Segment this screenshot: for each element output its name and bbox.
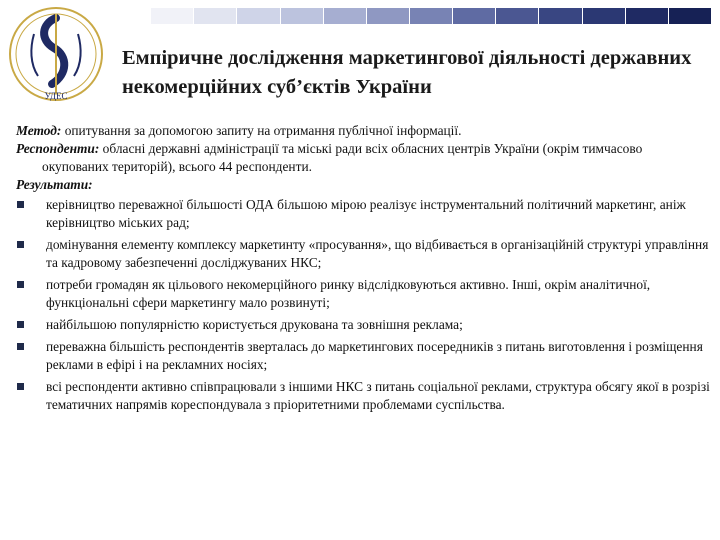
- list-item: [16, 276, 710, 312]
- results-label: Результати:: [16, 177, 93, 192]
- band-square: [108, 8, 151, 24]
- university-logo: [6, 4, 106, 104]
- band-square: [583, 8, 626, 24]
- list-item-text: всі респонденти активно співпрацювали з іншими НКС з питань соціальної реклами, структура обсягу якої в розрізі тематичних напрямів кореспондувала з пріоритетними проблемами суспільства.: [46, 379, 710, 412]
- square-bullet-icon: [17, 383, 24, 390]
- square-bullet-icon: [17, 321, 24, 328]
- slide-content: [16, 122, 710, 418]
- square-bullet-icon: [17, 241, 24, 248]
- list-item: [16, 196, 710, 232]
- logo-emblem-icon: [6, 4, 106, 104]
- list-item: [16, 378, 710, 414]
- band-square: [367, 8, 410, 24]
- respondents-text: обласні державні адміністрації та міські ради всіх обласних центрів України (окрім тимчасово окупованих територій), всього 44 респонденти.: [42, 141, 643, 174]
- band-square: [453, 8, 496, 24]
- square-bullet-icon: [17, 281, 24, 288]
- band-square: [194, 8, 237, 24]
- band-square: [539, 8, 582, 24]
- band-square: [496, 8, 539, 24]
- band-square: [237, 8, 280, 24]
- square-bullet-icon: [17, 343, 24, 350]
- list-item: [16, 338, 710, 374]
- method-text: опитування за допомогою запиту на отримання публічної інформації.: [61, 123, 462, 138]
- list-item-text: домінування елементу комплексу маркетинту «просування», що відбивається в організаційній структурі управління та кадровому забезпеченні досліджуваних НКС;: [46, 237, 709, 270]
- results-list: [16, 196, 710, 414]
- band-square: [626, 8, 669, 24]
- band-square: [151, 8, 194, 24]
- band-square: [669, 8, 712, 24]
- band-square: [410, 8, 453, 24]
- method-paragraph: [16, 122, 710, 140]
- square-bullet-icon: [17, 201, 24, 208]
- band-square: [281, 8, 324, 24]
- slide-title: Емпіричне дослідження маркетингової діяльності державних некомерційних суб’єктів України: [122, 47, 692, 98]
- method-label: Метод:: [16, 123, 62, 138]
- respondents-paragraph: [16, 140, 710, 176]
- list-item: [16, 236, 710, 272]
- list-item-text: найбільшою популярністю користується друкована та зовнішня реклама;: [46, 317, 463, 332]
- respondents-label: Респонденти:: [16, 141, 100, 156]
- list-item-text: переважна більшість респондентів зверталась до маркетингових посередників з питань виготовлення і розміщення реклами в ефірі і на рекламних носіях;: [46, 339, 703, 372]
- list-item: [16, 316, 710, 334]
- list-item-text: керівництво переважної більшості ОДА більшою мірою реалізує інструментальний політичний маркетинг, аніж керівництво міських рад;: [46, 197, 686, 230]
- list-item-text: потреби громадян як цільового некомерційного ринку відслідковуються активно. Інші, окрім аналітичної, функціональні сфери маркетингу мало розвинуті;: [46, 277, 651, 310]
- top-gradient-band: [108, 8, 712, 24]
- svg-text:УДЕС: УДЕС: [44, 91, 68, 101]
- results-heading: [16, 176, 710, 194]
- band-square: [324, 8, 367, 24]
